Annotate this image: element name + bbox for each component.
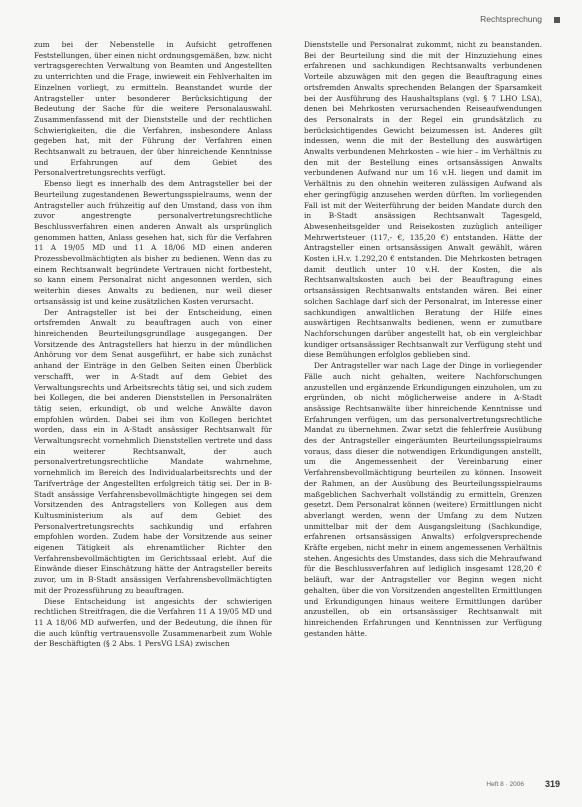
paragraph: zum bei der Nebenstelle in Aufsicht getroffenen Feststellungen, über einen nicht ordnungsgemäßen, bzw. nicht vertragsgerechten Verwaltung von Beamten und Angestellten zu unterrichten und die Frage, inwieweit ein Fehlverhalten im Einzelnen vorliegt, zu ermitteln. Beanstandet wurde der Antragsteller unter besonderer Berücksichtigung der Bedeutung der Sache für die weitere Personalauswahl. Zusammenfassend mit der Dienststelle und der rechtlichen Schwierigkeiten, die die Verfahren, insbesondere Anlass gegeben hat, mit der Führung der Verfahren einen Rechtsanwalt zu betrauen, der über hinreichende Kenntnisse und Erfahrungen auf dem Gebiet des Personalvertretungsrechts verfügt. xyxy=(34,40,272,178)
paragraph: Der Antragsteller war nach Lage der Dinge in vorliegender Fälle auch nicht gehalten, weitere Nachforschungen anzustellen und ergänzende Erkundigungen einzuholen, um zu ergründen, ob nicht möglicherweise andere in A-Stadt ansässige Rechtsanwälte über hinreichende Kenntnisse und Erfahrungen verfügen, um das personalvertretungsrechtliche Mandat zu übernehmen. Zwar setzt die fehlerfreie Ausübung des der Antragsteller eingeräumten Beurteilungsspielraums voraus, dass dieser die notwendigen Erkundigungen anstellt, um die Angemessenheit der Vereinbarung einer Verfahrensbevollmächtigung beurteilen zu können. Insoweit der Rahmen, an der Ausübung des Beurteilungsspielraums maßgeblichen Sachverhalt vollständig zu ermitteln, Grenzen gesetzt. Dem Personalrat können (weitere) Ermittlungen nicht abverlangt werden, wenn der Umfang zu dem Nutzen unmittelbar mit der dem Ausgangsleitung (Sachkundige, erfahrenen ortsansässigen Anwalts) erfolgversprechende Kräfte ergeben, nicht mehr in einem angemessenen Verhältnis stehen. Angesichts des Umstandes, dass sich die Mehraufwand für die Beschlussverfahren auf lediglich insgesamt 128,20 € beläuft, war der Antragsteller vor Beginn wegen nicht gehalten, über die von Vorsitzenden angestellten Ermittlungen und Erkundigungen hinaus weitere Ermittlungen darüber anzustellen, ob ein ortsansässiger Rechtsanwalt mit hinreichenden Erfahrungen und Kenntnissen zur Verfügung gestanden hätte. xyxy=(304,361,542,638)
paragraph: Ebenso liegt es innerhalb des dem Antragsteller bei der Beurteilung zugestandenen Bewertungsspielraums, wenn der Antragsteller auch frühzeitig auf den Umstand, dass von ihm zuvor angestrengte personalvertretungsrechtliche Beschlussverfahren einen anderen Anwalt als ursprünglich genommen hatten, Anlass gesehen hat, sich für die Verfahren 11 A 19/05 MD und 11 A 18/06 MD einen anderen Prozessbevollmächtigten als bisher zu bedienen. Wenn das zu einem Rechtsanwalt begründete Vertrauen nicht fortbesteht, so kann einem Personalrat nicht angesonnen werden, sich weiterhin dieses Anwalts zu bedienen, nur weil dieser ortsansässig ist und keine zusätzlichen Kosten verursacht. xyxy=(34,179,272,306)
left-column xyxy=(34,40,272,650)
paragraph: Der Antragsteller ist bei der Entscheidung, einen ortsfremden Anwalt zu beauftragen auch von einer hinreichenden Beurteilungsgrundlage ausgegangen. Der Vorsitzende des Antragstellers hat hierzu in der mündlichen Anhörung vor dem Senat ausgeführt, er habe sich zunächst anhand der Einträge in den Gelben Seiten einen Überblick verschafft, wer in A-Stadt auf dem Gebiet des Verwaltungsrechts und Arbeitsrechts tätig sei, und sich zudem bei Kollegen, die bei anderen Dienststellen in Personalräten tätig seien, erkundigt, ob und welche Anwälte davon empfohlen würden. Dabei sei ihm von Kollegen berichtet worden, dass ein in A-Stadt ansässiger Rechtsanwalt für Verwaltungsrecht vornehmlich Dienststellen vertrete und dass ein weiterer Rechtsanwalt, der auch personalvertretungsrechtliche Mandate wahrnehme, vornehmlich im Bereich des Individualarbeitsrechts und der Tarifverträge der Angestellten erfolgreich tätig sei. Der in B-Stadt ansässige Verfahrensbevollmächtigte hingegen sei dem Vorsitzenden des Antragstellers von Kollegen aus dem Kultusministerium als auf dem Gebiet des Personalvertretungsrechts sachkundig und erfahren empfohlen worden. Zudem habe der Vorsitzende aus seiner eigenen Tätigkeit als ehrenamtlicher Richter den Verfahrensbevollmächtigten im Gerichtssaal erlebt. Auf die Einwände dieser Einschätzung hätte der Antragsteller bereits zuvor, um in B-Stadt ansässigen Verfahrensbevollmächtigten mit der Prozessführung zu beauftragen. xyxy=(34,307,272,595)
section-marker-icon xyxy=(554,17,560,23)
section-label: Rechtsprechung xyxy=(480,14,542,24)
paragraph: Dienststelle und Personalrat zukommt, nicht zu beanstanden. Bei der Beurteilung sind die mit der Hinzuziehung eines erfahrenen und sachkundigen Rechtsanwalts verbundenen Vorteile abzuwägen mit den gegen die Beauftragung eines ortsfremden Anwalts sprechenden Belangen der Sparsamkeit bei der Ausführung des Haushaltsplans (vgl. § 7 LHO LSA), denen bei Mehrkosten verursachenden Reiseaufwendungen des Personalrats in der Regel ein grundsätzlich zu berücksichtigendes Gewicht beizumessen ist. Anderes gilt indessen, wenn die mit der Bestellung des auswärtigen Anwalts verbundenen Mehrkosten – wie hier – im Verhältnis zu den mit der Bestellung eines ortsansässigen Anwalts verbundenen Aufwand nur um 16 v.H. liegen und damit im Verhältnis zu den ohnehin weiteren zulässigen Aufwand als eher geringfügig anzusehen werden dürften. Im vorliegenden Fall ist mit der Weiterführung der beiden Mandate durch den in B-Stadt ansässigen Rechtsanwalt Tagesgeld, Abwesenheitsgelder und Reisekosten zuzüglich anteiliger Mehrwertsteuer (117,- €, 135,20 €) entstanden. Hätte der Antragsteller einen ortsansässigen Anwalt gewählt, wären Kosten i.H.v. 1.292,20 € entstanden. Die Mehrkosten betragen damit deutlich unter 10 v.H. der Kosten, die als Rechtsanwaltskosten auch bei der Beauftragung eines ortsansässigen Rechtsanwalts entstanden wären. Bei einer solchen Sachlage darf sich der Personalrat, im Interesse einer sachkundigen anwaltlichen Beratung der Hilfe eines auswärtigen Rechtsanwalts bedienen, wenn er zumutbare Nachforschungen darüber angestellt hat, ob ein vergleichbar kundiger ortsansässiger Rechtsanwalt zur Verfügung steht und diese Bemühungen erfolglos geblieben sind. xyxy=(304,40,542,360)
right-column xyxy=(304,40,542,639)
paragraph: Diese Entscheidung ist angesichts der schwierigen rechtlichen Streitfragen, die die Verfahren 11 A 19/05 MD und 11 A 18/06 MD aufwerfen, und der Bedeutung, die ihnen für die auch künftig vertrauensvolle Zusammenarbeit zum Wohle der Beschäftigten (§ 2 Abs. 1 PersVG LSA) zwischen xyxy=(34,596,272,649)
issue-label: Heft 8 · 2006 xyxy=(486,781,524,788)
page-header xyxy=(0,14,582,28)
page-footer xyxy=(0,779,582,793)
page-number: 319 xyxy=(544,779,560,789)
